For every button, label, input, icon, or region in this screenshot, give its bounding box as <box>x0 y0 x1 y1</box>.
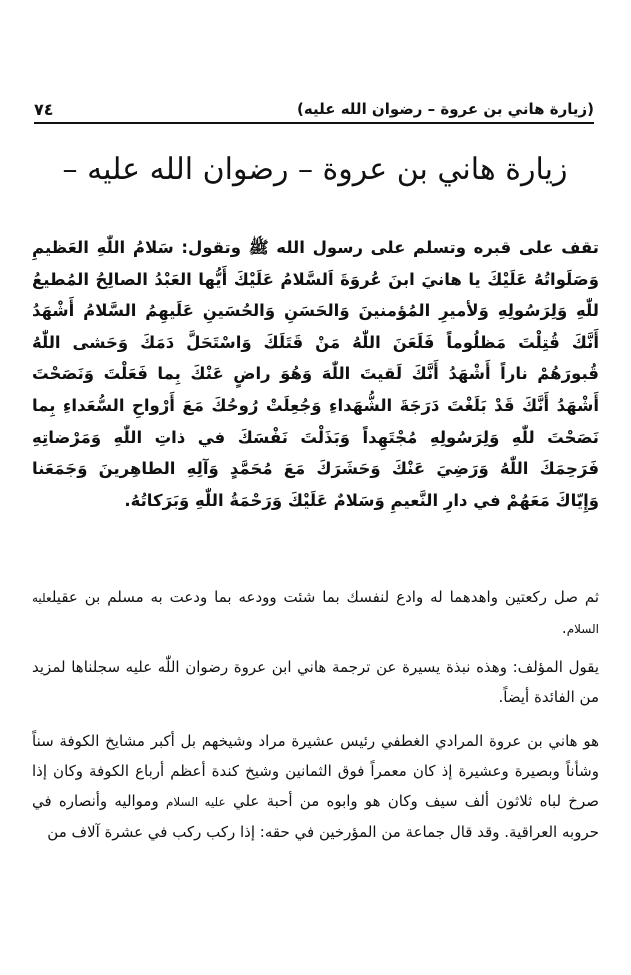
page-header <box>34 96 594 124</box>
running-title: (زيارة هاني بن عروة – رضوان الله عليه) <box>297 100 594 118</box>
paragraph-3-start: هو هاني بن عروة المرادي الغطفي رئيس عشيرة مراد وشيخهم بل أكبر مشايخ الكوفة سناً وشأناً وبصيرة وعشيرة إذ كان معمراً فوق الثمانين وشيخ كندة أعظم أرباع الكوفة وكان إذا صرخ لباه ثلاثون ألف سيف وكان هو وابوه من أحبة علي <box>32 732 600 810</box>
chapter-title: زيارة هاني بن عروة – رضوان الله عليه – <box>62 152 568 187</box>
paragraph-3-end: ومواليه وأنصاره في حروبه العراقية. وقد قال جماعة من المؤرخين في حقه: إذا ركب ركب في عشرة آلاف من <box>32 792 599 841</box>
paragraph-prayer-instructions: ثم صل ركعتين واهدهما له وادع لنفسك بما شئت وودعه بما ودعت به مسلم بن عقيلعليه السلام. <box>32 588 599 637</box>
page-number: ٧٤ <box>34 99 54 119</box>
paragraph-1-text: ثم صل ركعتين واهدهما له وادع لنفسك بما شئت وودعه بما ودعت به مسلم بن عقيل <box>51 588 599 606</box>
paragraph-author-note: يقول المؤلف: وهذه نبذة يسيرة عن ترجمة هاني ابن عروة رضوان اللّٰه عليه سجلناها لمزيد من الفائدة أيضاً. <box>32 658 599 706</box>
ziyara-text: تقف على قبره وتسلم على رسول الله ﷺ وتقول: سَلامُ اللّٰهِ العَظيمِ وَصَلَواتُهُ عَلَيْكَ يا هانيَ ابنَ عُروَةَ اَلسَّلامُ عَلَيْكَ أَيُّها العَبْدُ الصالِحُ المُطيعُ للّٰهِ وَلِرَسُولِهِ وَلأميرِ المُؤمنينَ وَالحَسَنِ وَالحُسَينِ عَلَيهِمُ السَّلامُ أَشْهَدُ أَنَّكَ قُتِلْتَ مَظلُوماً فَلَعَنَ اللّٰهُ مَنْ قَتَلَكَ وَاسْتَحَلَّ دَمَكَ وَحَشى اللّٰهُ قُبورَهُمْ ناراً أَشْهَدُ أَنَّكَ لَقيتَ اللّٰهَ وَهُوَ راضٍ عَنْكَ بِما فَعَلْتَ وَنَصَحْتَ أَشْهَدُ أَنَّكَ قَدْ بَلَغْتَ دَرَجَةَ الشُّهَداءِ وَجُعِلَتْ رُوحُكَ مَعَ أَرْواحِ السُّعَداءِ بِما نَصَحْتَ للّٰهِ وَلِرَسُولِهِ مُجْتَهِداً وَبَذَلْتَ نَفْسَكَ في ذاتِ اللّٰهِ وَمَرْضاتِهِ فَرَحِمَكَ اللّٰهُ وَرَضِيَ عَنْكَ وَحَشَرَكَ مَعَ مُحَمَّدٍ وَآلِهِ الطاهِرينَ وَجَمَعَنا وَإِيّاكَ مَعَهُمْ في دارِ النَّعيمِ وَسَلامٌ عَلَيْكَ وَرَحْمَةُ اللّٰهِ وَبَرَكاتُهُ. <box>32 238 599 510</box>
salutation-mark: عليه السلام <box>32 591 599 636</box>
salutation-mark: عليه السلام <box>165 795 226 809</box>
paragraph-biography <box>32 726 599 847</box>
